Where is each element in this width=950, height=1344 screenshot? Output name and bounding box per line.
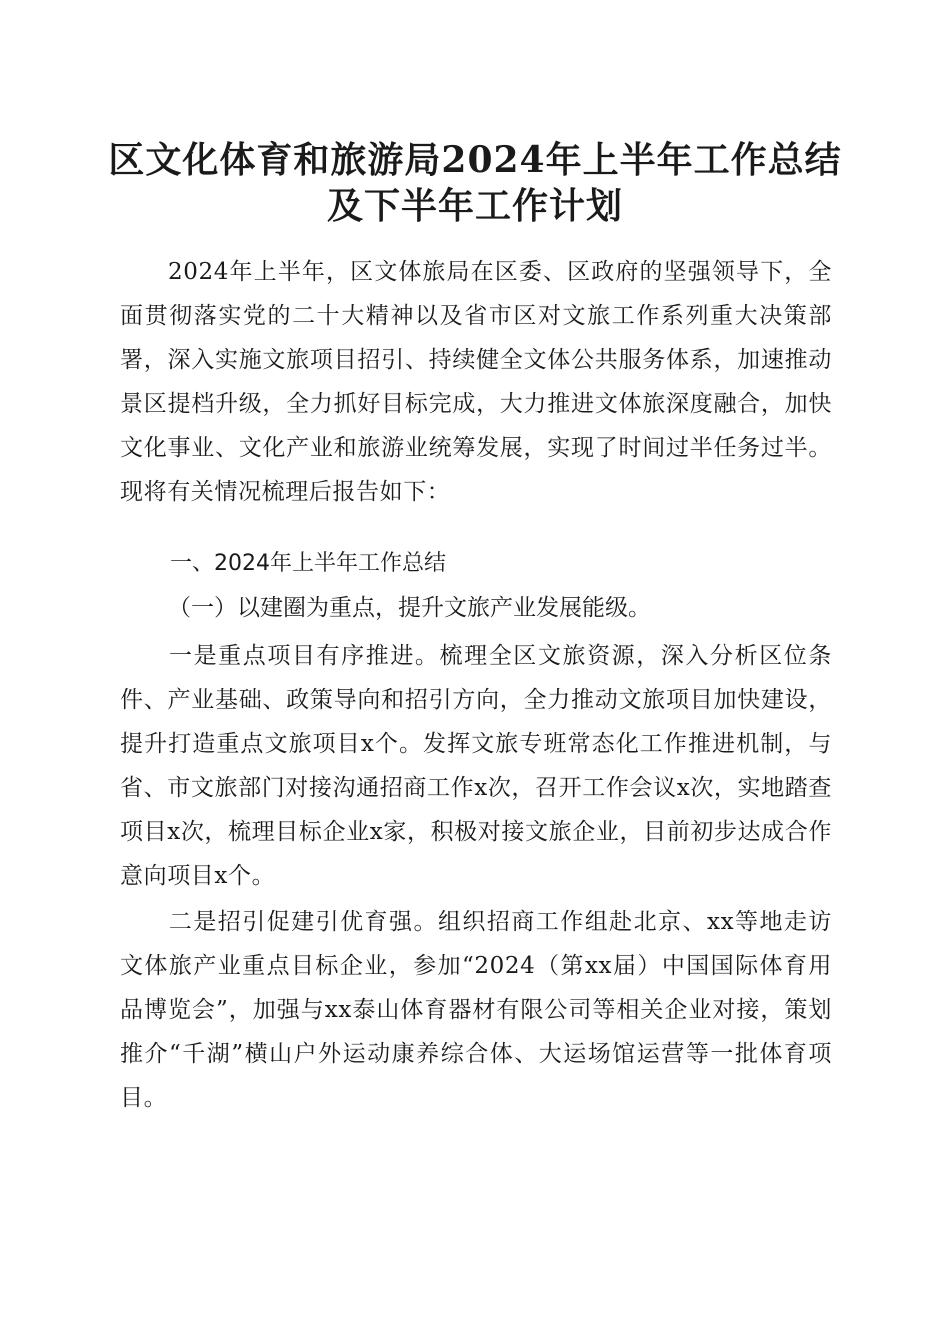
paragraph-body: 组织招商工作组赴北京、xx等地走访文体旅产业重点目标企业，参加“2024（第xx届）中国国际体育用品博览会”，加强与xx泰山体育器材有限公司等相关企业对接，策划推介“千湖”横山户外运动康养综合体、大运场馆运营等一批体育项目。 xyxy=(120,909,832,1111)
paragraph-lead: 二是招引促建引优育强。 xyxy=(168,909,438,935)
section-heading-1: 一、2024年上半年工作总结 xyxy=(170,551,446,576)
intro-text: 2024年上半年，区文体旅局在区委、区政府的坚强领导下，全面贯彻落实党的二十大精神以及省市区对文旅工作系列重大决策部署，深入实施文旅项目招引、持续健全文体公共服务体系，加速推动景区提档升级，全力抓好目标完成，大力推进文体旅深度融合，加快文化事业、文化产业和旅游业统筹发展，实现了时间过半任务过半。现将有关情况梳理后报告如下： xyxy=(120,259,832,505)
document-title-line-2: 及下半年工作计划 xyxy=(326,185,623,227)
paragraph-body: 梳理全区文旅资源，深入分析区位条件、产业基础、政策导向和招引方向，全力推动文旅项目加快建设，提升打造重点文旅项目x个。发挥文旅专班常态化工作推进机制，与省、市文旅部门对接沟通招商工作x次，召开工作会议x次，实地踏查项目x次，梳理目标企业x家，积极对接文旅企业，目前初步达成合作意向项目x个。 xyxy=(120,643,832,889)
paragraph-key-projects xyxy=(120,634,832,898)
paragraph-investment xyxy=(120,900,832,1120)
document-title-line-1: 区文化体育和旅游局2024年上半年工作总结 xyxy=(108,139,842,181)
intro-paragraph xyxy=(120,250,832,514)
subsection-heading-1: （一）以建圈为重点，提升文旅产业发展能级。 xyxy=(168,595,651,621)
paragraph-lead: 一是重点项目有序推进。 xyxy=(168,643,440,669)
